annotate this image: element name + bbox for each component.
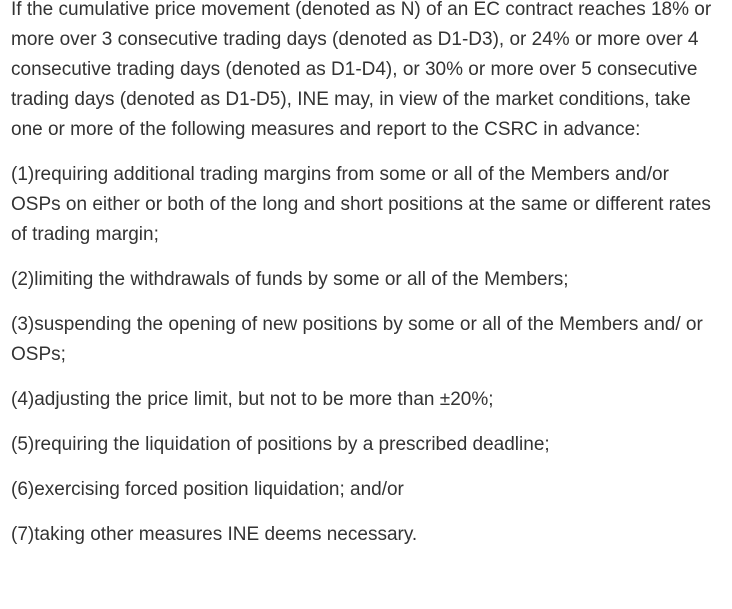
measure-item-6: (6)exercising forced position liquidation; and/or [11, 479, 404, 500]
measure-item-3: (3)suspending the opening of new positions by some or all of the Members and/ or OSPs; [11, 314, 703, 365]
measure-item-4: (4)adjusting the price limit, but not to be more than ±20%; [11, 389, 494, 410]
measure-item-1: (1)requiring additional trading margins from some or all of the Members and/or OSPs on either or both of the long and short positions at the same or different rates of trading margin; [11, 164, 711, 245]
measure-item-5: (5)requiring the liquidation of positions by a prescribed deadline; [11, 434, 550, 455]
intro-paragraph: If the cumulative price movement (denoted as N) of an EC contract reaches 18% or more over 3 consecutive trading days (denoted as D1-D3), or 24% or more over 4 consecutive trading days (denoted as D1-D4), or 30% or more over 5 consecutive trading days (denoted as D1-D5), INE may, in view of the market conditions, take one or more of the following measures and report to the CSRC in advance: [11, 0, 712, 140]
measure-item-7: (7)taking other measures INE deems necessary. [11, 524, 418, 545]
measure-item-2: (2)limiting the withdrawals of funds by some or all of the Members; [11, 269, 569, 290]
